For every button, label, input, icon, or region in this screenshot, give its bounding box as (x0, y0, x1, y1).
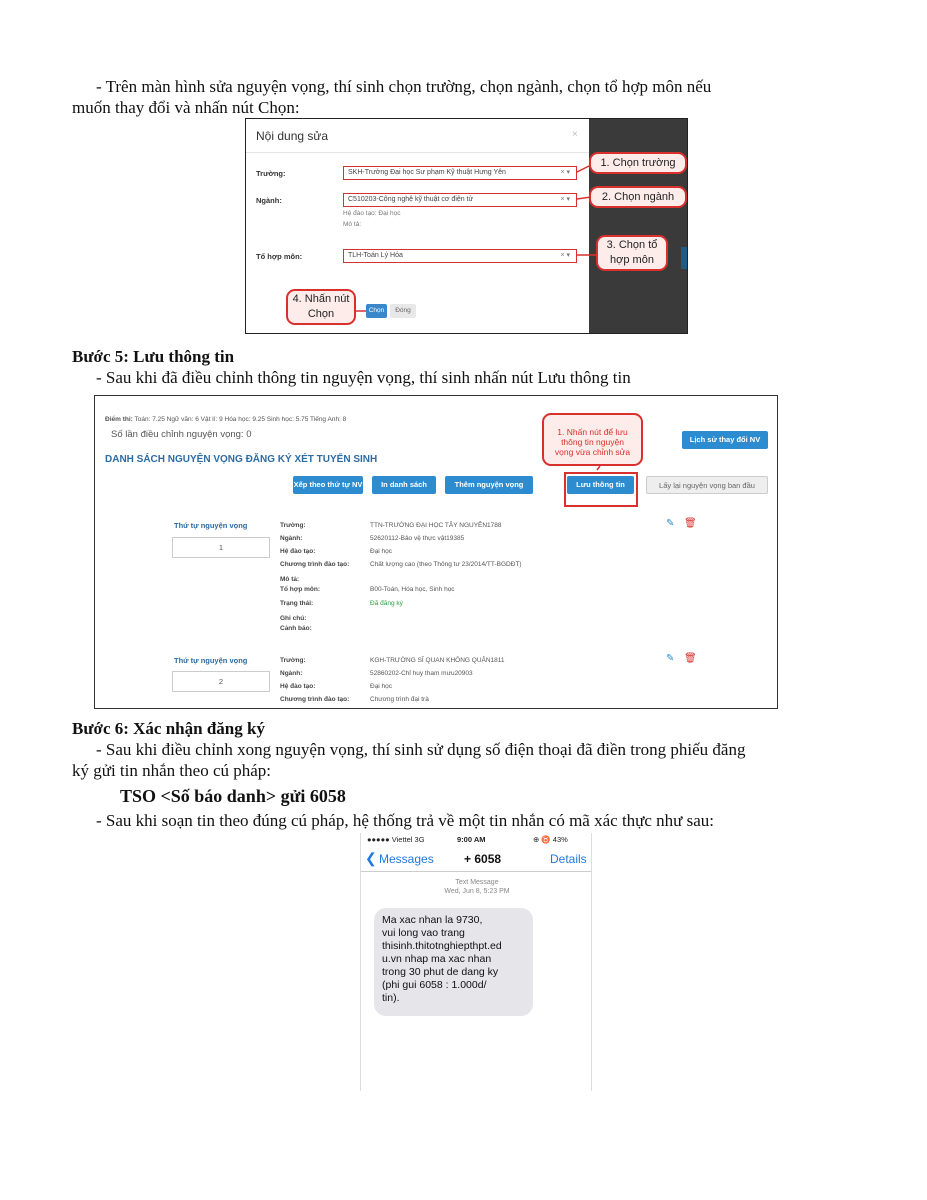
print-button[interactable]: In danh sách (372, 476, 436, 494)
major-value: 52620112-Bảo vệ thực vật19385 (370, 535, 465, 542)
training-hint: Hệ đào tạo: Đại học (343, 210, 401, 217)
edit-icon[interactable]: ✎ (666, 518, 675, 529)
combo-label: Tổ hợp môn: (256, 252, 303, 261)
callout-press-line-1: 4. Nhấn nút (292, 293, 350, 305)
step6-heading: Bước 6: Xác nhận đăng ký (72, 719, 265, 738)
save-info-button[interactable]: Lưu thông tin (567, 476, 634, 494)
field-key: Hệ đào tạo: (280, 548, 316, 555)
order-label: Thứ tự nguyện vọng (174, 656, 248, 665)
history-button[interactable]: Lịch sử thay đổi NV (682, 431, 768, 449)
bubble-line: trong 30 phut de dang ky (382, 966, 499, 978)
field-key: Trạng thái: (280, 600, 314, 607)
field-key: Chương trình đào tạo: (280, 696, 350, 703)
combo-select-value: TLH-Toán Lý Hóa (348, 252, 403, 259)
field-key: Tổ hợp môn: (280, 586, 320, 593)
training-value: Đại học (370, 683, 393, 690)
message-date: Wed, Jun 8, 5:23 PM (444, 888, 510, 895)
sort-button[interactable]: Xếp theo thứ tự NV (293, 476, 363, 494)
combo-value: B00-Toán, Hóa học, Sinh học (370, 586, 455, 593)
carrier: ●●●●● Viettel 3G (367, 835, 425, 844)
field-key: Ghi chú: (280, 615, 307, 622)
school-label: Trường: (256, 169, 286, 178)
callout-choose-school: 1. Chọn trường (589, 152, 687, 174)
step5-text: - Sau khi đã điều chỉnh thông tin nguyện vọng, thí sinh nhấn nút Lưu thông tin (96, 368, 631, 387)
list-title: DANH SÁCH NGUYỆN VỌNG ĐĂNG KÝ XÉT TUYỂN SINH (105, 454, 378, 465)
intro-line-1: - Trên màn hình sửa nguyện vọng, thí sinh chọn trường, chọn ngành, chọn tổ hợp môn nếu (96, 77, 712, 96)
sms-syntax: TSO <Số báo danh> gửi 6058 (120, 786, 346, 806)
field-key: Cảnh báo: (280, 625, 312, 632)
school-select-value: SKH-Trường Đại học Sư phạm Kỹ thuật Hưng Yên (348, 169, 506, 176)
bubble-line: (phi gui 6058 : 1.000d/ (382, 979, 487, 991)
save-callout-line-3: vọng vừa chỉnh sửa (554, 447, 631, 457)
order-input[interactable]: 2 (172, 671, 270, 692)
callout-choose-major (589, 186, 687, 208)
battery-indicator: ⊕ ♉ 43% (533, 835, 568, 844)
school-value: TTN-TRƯỜNG ĐẠI HỌC TÂY NGUYÊN1788 (370, 522, 502, 529)
field-key: Ngành: (280, 535, 303, 542)
callout-combo-line-2: hợp môn (610, 254, 654, 266)
bubble-line: u.vn nhap ma xac nhan (382, 953, 492, 965)
edit-icon[interactable]: ✎ (666, 653, 675, 664)
clock: 9:00 AM (457, 835, 486, 844)
nav-divider (361, 871, 592, 872)
callout-choose-major-text: 2. Chọn ngành (601, 191, 675, 203)
restore-wishes-button[interactable]: Lấy lại nguyện vọng ban đầu (646, 476, 768, 494)
intro-line-2: muốn thay đổi và nhấn nút Chọn: (72, 98, 300, 117)
bubble-line: Ma xac nhan la 9730, (382, 914, 483, 926)
major-select-value: C510203-Công nghệ kỹ thuật cơ điện tử (348, 196, 474, 203)
program-value: Chương trình đại trà (370, 696, 429, 703)
description-hint: Mô tả: (343, 221, 362, 228)
back-chevron-icon[interactable]: ❮ (365, 850, 377, 866)
save-callout-line-1: 1. Nhấn nút để lưu (557, 427, 628, 437)
field-key: Trường: (280, 657, 306, 664)
callout-press-line-2: Chọn (307, 308, 335, 320)
chevron-down-icon[interactable]: × ▾ (560, 169, 570, 176)
step5-heading: Bước 5: Lưu thông tin (72, 347, 235, 366)
training-value: Đại học (370, 548, 393, 555)
choose-button[interactable]: Chọn (366, 304, 387, 318)
callout-combo-line-1: 3. Chọn tổ (606, 239, 658, 251)
messages-back-button[interactable]: Messages (379, 852, 434, 866)
contact-number: + 6058 (464, 852, 502, 866)
trash-icon[interactable]: 🗑 (684, 653, 697, 664)
major-value: 52860202-Chỉ huy tham mưu20903 (370, 670, 473, 677)
bubble-line: thisinh.thitotnghiepthpt.ed (382, 940, 502, 952)
scores-values: Toán: 7.25 Ngữ văn: 6 Vật lí: 9 Hóa học: 9.25 Sinh học: 5.75 Tiếng Anh: 8 (134, 416, 347, 423)
dialog-title: Nội dung sửa (256, 129, 329, 143)
bubble-line: tin). (382, 992, 400, 1004)
close-icon[interactable]: × (572, 129, 578, 140)
step6-text-3: - Sau khi soạn tin theo đúng cú pháp, hệ thống trả về một tin nhắn có mã xác thực như sau: (96, 811, 715, 830)
trash-icon[interactable]: 🗑 (684, 518, 697, 529)
phone-screenshot (360, 833, 592, 1091)
order-input[interactable]: 1 (172, 537, 270, 558)
chevron-down-icon[interactable]: × ▾ (560, 196, 570, 203)
field-key: Hệ đào tạo: (280, 683, 316, 690)
callout-choose-combo (596, 235, 668, 271)
bubble-line: vui long vao trang (382, 927, 465, 939)
add-wish-button[interactable]: Thêm nguyện vọng (445, 476, 533, 494)
field-key: Ngành: (280, 670, 303, 677)
field-key: Mô tả: (280, 576, 300, 583)
field-key: Chương trình đào tạo: (280, 561, 350, 568)
save-callout (542, 413, 643, 466)
field-key: Trường: (280, 522, 306, 529)
edit-dialog-screenshot (245, 118, 688, 334)
program-value: Chất lượng cao (theo Thông tư 23/2014/TT-BGDĐT) (370, 561, 522, 568)
adjust-count: Số lần điều chỉnh nguyện vọng: 0 (111, 429, 252, 440)
status-value: Đã đăng ký (370, 600, 403, 607)
save-callout-line-2: thông tin nguyện (561, 437, 624, 447)
chevron-down-icon[interactable]: × ▾ (560, 252, 570, 259)
order-label: Thứ tự nguyện vọng (174, 521, 248, 530)
scores-label: Điểm thi: (105, 416, 133, 423)
step6-text-1: - Sau khi điều chỉnh xong nguyện vọng, thí sinh sử dụng số điện thoại đã điền trong phiếu đăng (96, 740, 746, 759)
message-type: Text Message (455, 879, 499, 886)
close-button[interactable]: Đóng (390, 304, 416, 318)
callout-press-choose (286, 289, 356, 325)
school-value: KGH-TRƯỜNG SĨ QUAN KHÔNG QUÂN1811 (370, 657, 505, 664)
wishlist-screenshot (94, 395, 778, 709)
message-bubble (374, 908, 533, 1016)
step6-text-2: ký gửi tin nhắn theo cú pháp: (72, 761, 272, 780)
major-label: Ngành: (256, 196, 282, 205)
details-button[interactable]: Details (550, 852, 587, 866)
